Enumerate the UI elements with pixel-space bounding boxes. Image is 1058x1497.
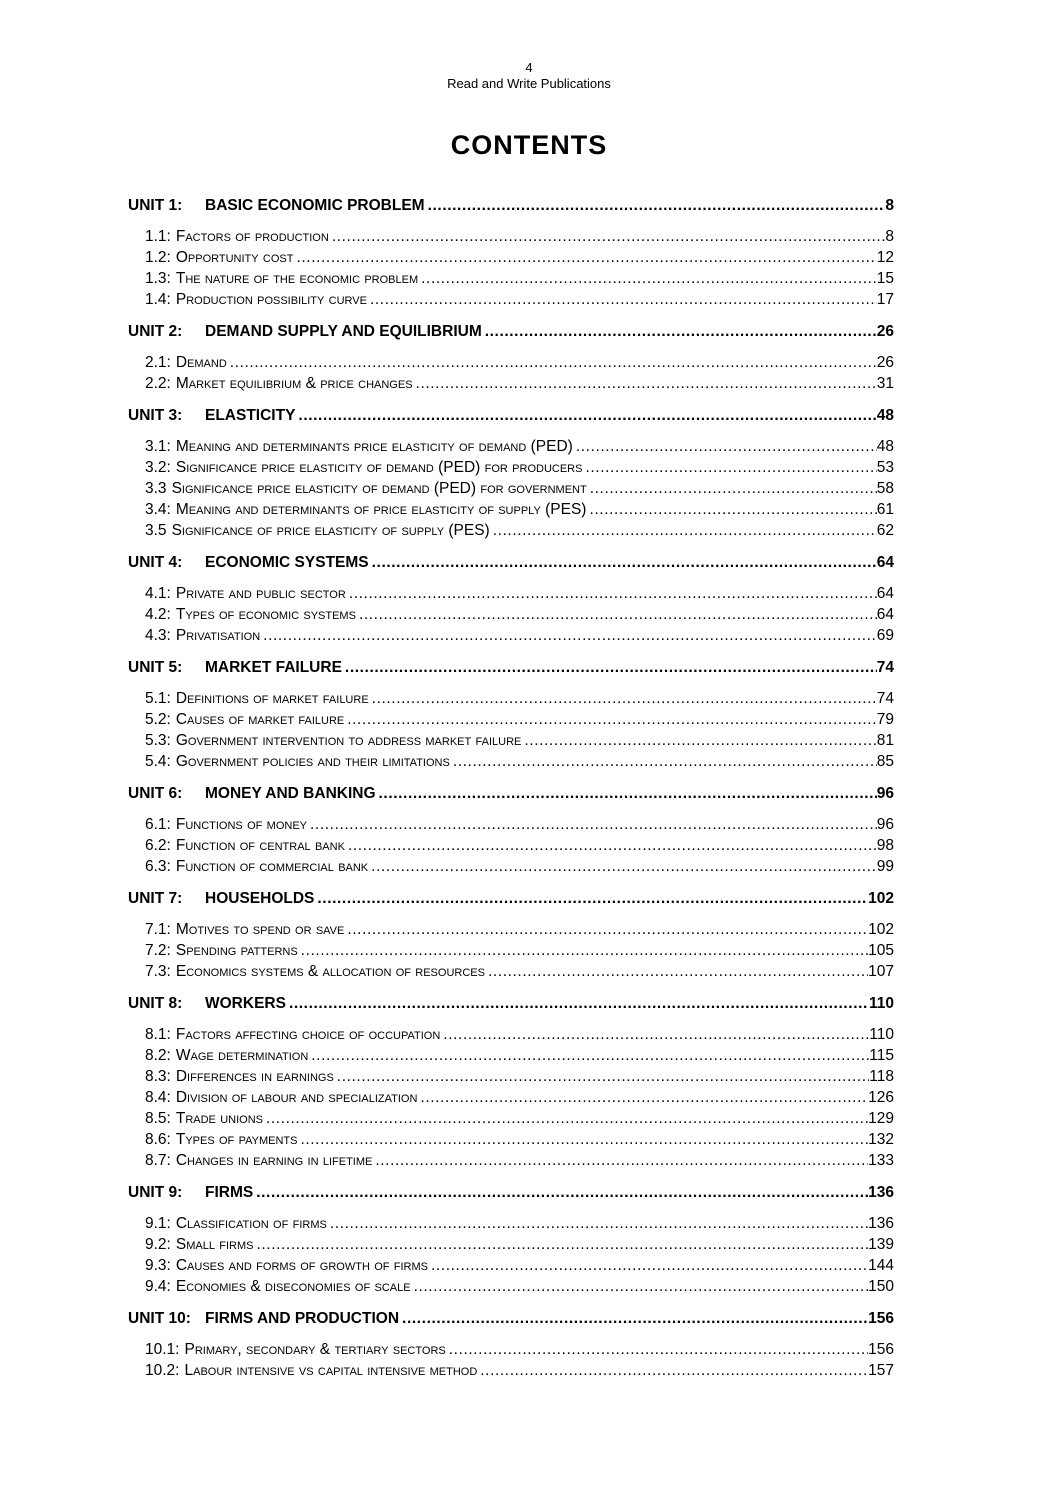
- unit-page-number: 48: [876, 407, 894, 424]
- section-label: 4.2:: [145, 606, 171, 623]
- section-label: 8.2:: [145, 1047, 171, 1064]
- dot-leader: [332, 226, 886, 247]
- section-label: 10.1:: [145, 1341, 180, 1358]
- section-title: Significance price elasticity of demand (PED) for government: [171, 480, 587, 497]
- unit-title: FIRMS AND PRODUCTION: [205, 1310, 400, 1327]
- section-label: 8.6:: [145, 1131, 171, 1148]
- dot-leader: [298, 405, 876, 426]
- unit-title: FIRMS: [205, 1184, 254, 1201]
- toc-section-entry: [128, 814, 894, 835]
- dot-leader: [379, 783, 877, 804]
- dot-leader: [317, 888, 868, 909]
- section-label: 5.1:: [145, 690, 171, 707]
- toc-section-entry: [128, 835, 894, 856]
- toc-section-entry: [128, 373, 894, 394]
- unit-page-number: 74: [876, 659, 894, 676]
- section-label: 6.3:: [145, 858, 171, 875]
- section-title: Changes in earning in lifetime: [175, 1152, 373, 1169]
- section-label: 3.2:: [145, 459, 171, 476]
- dot-leader: [266, 1108, 868, 1129]
- toc-section-entry: [128, 436, 894, 457]
- dot-leader: [428, 195, 886, 216]
- section-title: Meaning and determinants of price elasticity of supply (PES): [175, 501, 587, 518]
- toc-section-entry: [128, 478, 894, 499]
- dot-leader: [347, 919, 868, 940]
- unit-label: UNIT 4:: [128, 554, 183, 571]
- toc-unit-heading: [128, 1308, 894, 1329]
- section-page-number: 132: [868, 1131, 894, 1148]
- unit-title: BASIC ECONOMIC PROBLEM: [205, 197, 425, 214]
- toc-section-entry: [128, 919, 894, 940]
- dot-leader: [443, 1024, 869, 1045]
- dot-leader: [488, 961, 868, 982]
- dot-leader: [402, 1308, 868, 1329]
- toc-unit-heading: [128, 195, 894, 216]
- section-label: 5.2:: [145, 711, 171, 728]
- section-page-number: 85: [876, 753, 894, 770]
- section-label: 8.4:: [145, 1089, 171, 1106]
- dot-leader: [416, 373, 877, 394]
- unit-page-number: 110: [868, 995, 894, 1012]
- section-label: 1.1:: [145, 228, 171, 245]
- dot-leader: [589, 499, 876, 520]
- section-label: 1.2:: [145, 249, 171, 266]
- dot-leader: [453, 751, 877, 772]
- section-label: 4.3:: [145, 627, 171, 644]
- section-page-number: 26: [876, 354, 894, 371]
- dot-leader: [256, 1234, 868, 1255]
- unit-page-number: 64: [876, 554, 894, 571]
- page-header: [0, 60, 1058, 92]
- section-label: 9.4:: [145, 1278, 171, 1295]
- toc-section-entry: [128, 604, 894, 625]
- toc-section-entry: [128, 1339, 894, 1360]
- dot-leader: [421, 268, 877, 289]
- dot-leader: [348, 835, 877, 856]
- section-page-number: 62: [876, 522, 894, 539]
- section-title: Production possibility curve: [175, 291, 367, 308]
- section-label: 4.1:: [145, 585, 171, 602]
- toc-section-entry: [128, 856, 894, 877]
- section-title: Motives to spend or save: [175, 921, 345, 938]
- dot-leader: [431, 1255, 868, 1276]
- unit-title: MONEY AND BANKING: [205, 785, 376, 802]
- section-page-number: 150: [868, 1278, 894, 1295]
- section-page-number: 156: [868, 1341, 894, 1358]
- section-page-number: 17: [876, 291, 894, 308]
- dot-leader: [370, 289, 877, 310]
- toc-section-entry: [128, 1087, 894, 1108]
- dot-leader: [485, 321, 877, 342]
- unit-page-number: 156: [868, 1310, 894, 1327]
- section-page-number: 126: [868, 1089, 894, 1106]
- section-label: 1.3:: [145, 270, 171, 287]
- section-page-number: 118: [869, 1068, 894, 1085]
- section-label: 9.3:: [145, 1257, 171, 1274]
- section-page-number: 98: [876, 837, 894, 854]
- section-title: Primary, secondary & tertiary sectors: [184, 1341, 446, 1358]
- toc-section-entry: [128, 1129, 894, 1150]
- section-page-number: 136: [868, 1215, 894, 1232]
- section-page-number: 129: [868, 1110, 894, 1127]
- toc-section-entry: [128, 247, 894, 268]
- section-title: Small firms: [175, 1236, 254, 1253]
- toc-unit-heading: [128, 888, 894, 909]
- toc-section-entry: [128, 1066, 894, 1087]
- dot-leader: [311, 1045, 869, 1066]
- unit-label: UNIT 6:: [128, 785, 183, 802]
- toc-section-entry: [128, 1255, 894, 1276]
- dot-leader: [372, 552, 877, 573]
- dot-leader: [493, 520, 877, 541]
- section-page-number: 110: [869, 1026, 894, 1043]
- toc-section-entry: [128, 457, 894, 478]
- unit-page-number: 8: [885, 197, 894, 214]
- toc-section-entry: [128, 583, 894, 604]
- dot-leader: [337, 1066, 869, 1087]
- section-page-number: 64: [876, 606, 894, 623]
- section-page-number: 8: [885, 228, 894, 245]
- dot-leader: [585, 457, 876, 478]
- section-label: 7.2:: [145, 942, 171, 959]
- dot-leader: [289, 993, 869, 1014]
- unit-label: UNIT 9:: [128, 1184, 183, 1201]
- section-page-number: 96: [876, 816, 894, 833]
- section-label: 3.4:: [145, 501, 171, 518]
- unit-page-number: 136: [868, 1184, 894, 1201]
- dot-leader: [330, 1213, 868, 1234]
- section-label: 5.4:: [145, 753, 171, 770]
- toc-section-entry: [128, 1276, 894, 1297]
- section-title: Wage determination: [175, 1047, 309, 1064]
- dot-leader: [310, 814, 877, 835]
- toc-section-entry: [128, 289, 894, 310]
- section-title: Trade unions: [175, 1110, 263, 1127]
- section-label: 8.7:: [145, 1152, 171, 1169]
- section-page-number: 48: [876, 438, 894, 455]
- dot-leader: [420, 1087, 868, 1108]
- toc-section-entry: [128, 709, 894, 730]
- unit-title: ECONOMIC SYSTEMS: [205, 554, 369, 571]
- unit-page-number: 102: [868, 890, 894, 907]
- section-title: Government intervention to address market failure: [175, 732, 522, 749]
- section-title: Spending patterns: [175, 942, 298, 959]
- toc-section-entry: [128, 1108, 894, 1129]
- section-title: Classification of firms: [175, 1215, 327, 1232]
- section-page-number: 107: [868, 963, 894, 980]
- toc-section-entry: [128, 1045, 894, 1066]
- unit-title: ELASTICITY: [205, 407, 296, 424]
- section-title: Government policies and their limitations: [175, 753, 450, 770]
- section-page-number: 61: [876, 501, 894, 518]
- section-label: 5.3:: [145, 732, 171, 749]
- unit-title: WORKERS: [205, 995, 286, 1012]
- section-title: Factors of production: [175, 228, 329, 245]
- toc-section-entry: [128, 520, 894, 541]
- section-page-number: 53: [876, 459, 894, 476]
- section-title: Market equilibrium & price changes: [175, 375, 413, 392]
- section-title: Labour intensive vs capital intensive method: [184, 1362, 478, 1379]
- section-title: Definitions of market failure: [175, 690, 369, 707]
- header-page-number: 4: [525, 60, 533, 75]
- section-label: 3.1:: [145, 438, 171, 455]
- unit-label: UNIT 1:: [128, 197, 183, 214]
- toc-section-entry: [128, 688, 894, 709]
- section-title: Privatisation: [175, 627, 261, 644]
- section-page-number: 81: [876, 732, 894, 749]
- section-label: 6.1:: [145, 816, 171, 833]
- dot-leader: [372, 688, 877, 709]
- section-title: Opportunity cost: [175, 249, 294, 266]
- section-title: Functions of money: [175, 816, 307, 833]
- dot-leader: [230, 352, 877, 373]
- contents-title: CONTENTS: [450, 130, 608, 160]
- section-page-number: 15: [876, 270, 894, 287]
- section-page-number: 64: [876, 585, 894, 602]
- section-page-number: 133: [868, 1152, 894, 1169]
- dot-leader: [345, 657, 877, 678]
- unit-label: UNIT 2:: [128, 323, 183, 340]
- section-page-number: 74: [876, 690, 894, 707]
- toc-section-entry: [128, 268, 894, 289]
- toc-section-entry: [128, 226, 894, 247]
- toc-unit-heading: [128, 657, 894, 678]
- toc-section-entry: [128, 730, 894, 751]
- section-title: Factors affecting choice of occupation: [175, 1026, 441, 1043]
- section-label: 3.3: [145, 480, 167, 497]
- dot-leader: [375, 1150, 868, 1171]
- toc-section-entry: [128, 1213, 894, 1234]
- toc-unit-heading: [128, 405, 894, 426]
- section-title: Function of central bank: [175, 837, 345, 854]
- dot-leader: [301, 940, 868, 961]
- unit-title: MARKET FAILURE: [205, 659, 342, 676]
- dot-leader: [480, 1360, 868, 1381]
- section-title: Types of payments: [175, 1131, 298, 1148]
- unit-title: DEMAND SUPPLY AND EQUILIBRIUM: [205, 323, 482, 340]
- section-title: Economies & diseconomies of scale: [175, 1278, 411, 1295]
- section-page-number: 144: [868, 1257, 894, 1274]
- section-title: Differences in earnings: [175, 1068, 334, 1085]
- unit-label: UNIT 7:: [128, 890, 183, 907]
- section-page-number: 102: [868, 921, 894, 938]
- section-title: Types of economic systems: [175, 606, 356, 623]
- toc-unit-heading: [128, 993, 894, 1014]
- section-page-number: 105: [868, 942, 894, 959]
- unit-page-number: 26: [876, 323, 894, 340]
- toc-section-entry: [128, 499, 894, 520]
- toc-unit-heading: [128, 552, 894, 573]
- dot-leader: [256, 1182, 868, 1203]
- toc-section-entry: [128, 625, 894, 646]
- dot-leader: [349, 583, 877, 604]
- section-page-number: 157: [868, 1362, 894, 1379]
- unit-page-number: 96: [876, 785, 894, 802]
- section-title: Meaning and determinants price elasticity of demand (PED): [175, 438, 573, 455]
- section-label: 7.3:: [145, 963, 171, 980]
- toc-section-entry: [128, 1024, 894, 1045]
- section-title: The nature of the economic problem: [175, 270, 419, 287]
- section-title: Significance of price elasticity of supply (PES): [171, 522, 490, 539]
- dot-leader: [359, 604, 877, 625]
- unit-label: UNIT 10:: [128, 1310, 191, 1327]
- section-title: Demand: [175, 354, 227, 371]
- section-title: Function of commercial bank: [175, 858, 369, 875]
- section-label: 1.4:: [145, 291, 171, 308]
- table-of-contents: [128, 195, 894, 1381]
- section-label: 2.2:: [145, 375, 171, 392]
- publisher-name: Read and Write Publications: [447, 76, 611, 91]
- dot-leader: [449, 1339, 868, 1360]
- dot-leader: [371, 856, 877, 877]
- toc-section-entry: [128, 1360, 894, 1381]
- section-page-number: 115: [869, 1047, 894, 1064]
- section-page-number: 79: [876, 711, 894, 728]
- section-label: 8.1:: [145, 1026, 171, 1043]
- section-title: Division of labour and specialization: [175, 1089, 418, 1106]
- section-title: Private and public sector: [175, 585, 346, 602]
- toc-section-entry: [128, 1234, 894, 1255]
- toc-section-entry: [128, 352, 894, 373]
- section-label: 8.3:: [145, 1068, 171, 1085]
- dot-leader: [524, 730, 876, 751]
- toc-section-entry: [128, 940, 894, 961]
- toc-unit-heading: [128, 783, 894, 804]
- section-label: 8.5:: [145, 1110, 171, 1127]
- unit-label: UNIT 5:: [128, 659, 183, 676]
- toc-section-entry: [128, 961, 894, 982]
- section-page-number: 99: [876, 858, 894, 875]
- section-label: 2.1:: [145, 354, 171, 371]
- section-label: 9.2:: [145, 1236, 171, 1253]
- section-page-number: 139: [868, 1236, 894, 1253]
- section-title: Economics systems & allocation of resources: [175, 963, 485, 980]
- section-label: 9.1:: [145, 1215, 171, 1232]
- dot-leader: [590, 478, 877, 499]
- section-page-number: 58: [876, 480, 894, 497]
- section-label: 7.1:: [145, 921, 171, 938]
- toc-section-entry: [128, 751, 894, 772]
- section-title: Significance price elasticity of demand (PED) for producers: [175, 459, 583, 476]
- toc-section-entry: [128, 1150, 894, 1171]
- section-label: 3.5: [145, 522, 167, 539]
- dot-leader: [576, 436, 877, 457]
- dot-leader: [347, 709, 877, 730]
- section-page-number: 12: [876, 249, 894, 266]
- dot-leader: [296, 247, 876, 268]
- section-page-number: 31: [876, 375, 894, 392]
- section-page-number: 69: [876, 627, 894, 644]
- toc-unit-heading: [128, 321, 894, 342]
- unit-label: UNIT 8:: [128, 995, 183, 1012]
- section-label: 10.2:: [145, 1362, 180, 1379]
- toc-unit-heading: [128, 1182, 894, 1203]
- dot-leader: [414, 1276, 869, 1297]
- dot-leader: [300, 1129, 868, 1150]
- section-title: Causes and forms of growth of firms: [175, 1257, 428, 1274]
- unit-label: UNIT 3:: [128, 407, 183, 424]
- dot-leader: [263, 625, 877, 646]
- unit-title: HOUSEHOLDS: [205, 890, 315, 907]
- section-label: 6.2:: [145, 837, 171, 854]
- section-title: Causes of market failure: [175, 711, 345, 728]
